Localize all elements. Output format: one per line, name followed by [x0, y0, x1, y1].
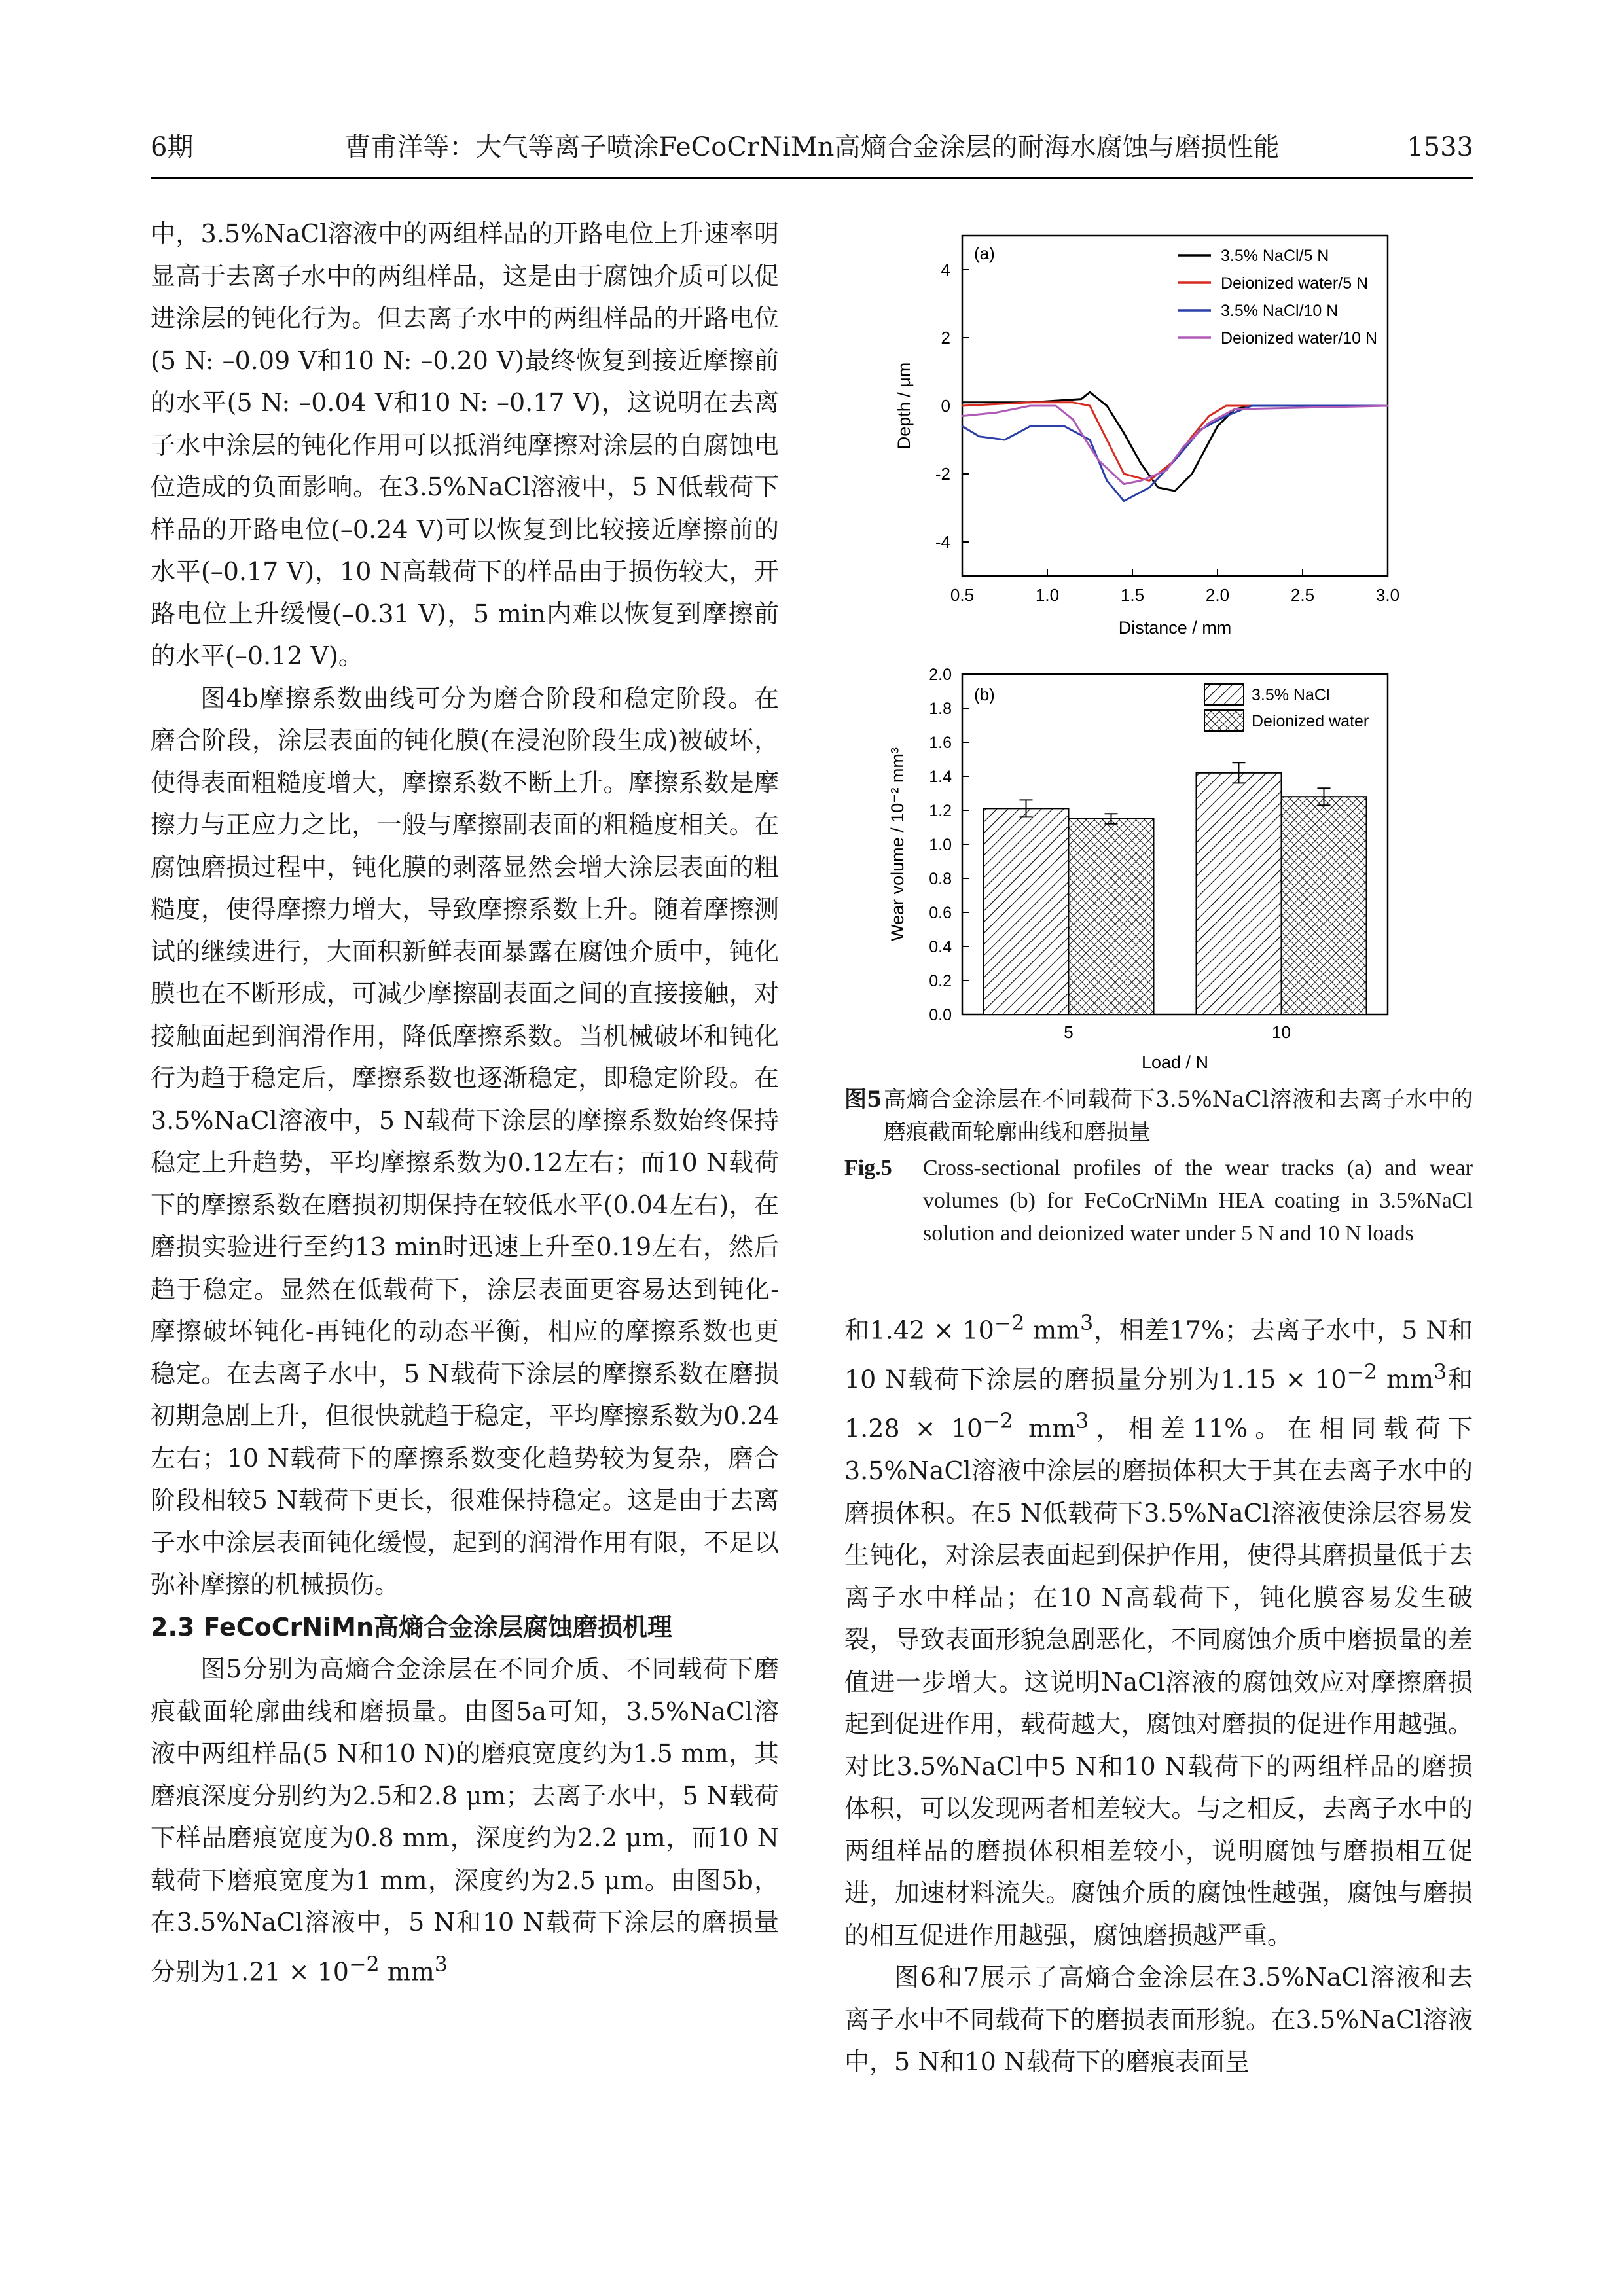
bar: [984, 808, 1069, 1014]
y-axis-label: Wear volume / 10⁻² mm³: [888, 747, 907, 941]
x-tick-label: 2.0: [1205, 585, 1230, 605]
legend-label: Deionized water/5 N: [1221, 274, 1369, 293]
y-tick-label: 0.4: [929, 938, 952, 956]
x-axis-label: Distance / mm: [1118, 618, 1232, 637]
panel-label: (a): [974, 243, 995, 263]
x-tick-label: 1.0: [1035, 585, 1060, 605]
legend-label: 3.5% NaCl: [1252, 686, 1330, 704]
y-tick-label: -2: [935, 464, 950, 484]
panel-label: (b): [974, 685, 995, 704]
x-axis-label: Load / N: [1141, 1052, 1209, 1072]
header-rule: [151, 177, 1473, 179]
paragraph: 中，3.5%NaCl溶液中的两组样品的开路电位上升速率明显高于去离子水中的两组样品，这是由于腐蚀介质可以促进涂层的钝化行为。但去离子水中的两组样品的开路电位(5 N: –0.09 V和10 N: –0.20 V)最终恢复到接近摩擦前的水平(5 N: –0.04 V和10 N: –0.17 V)，这说明在去离子水中涂层的钝化作用可以抵消纯摩擦对涂层的自腐蚀电位造成的负面影响。在3.5%NaCl溶液中，5 N低载荷下样品的开路电位(–0.24 V)可以恢复到比较接近摩擦前的水平(–0.17 V)，10 N高载荷下的样品由于损伤较大，开路电位上升缓慢(–0.31 V)，5 min内难以恢复到摩擦前的水平(–0.12 V)。: [151, 219, 779, 670]
issue-number: 6期: [151, 132, 194, 162]
bar: [1197, 773, 1282, 1014]
x-tick-label: 1.5: [1120, 585, 1145, 605]
y-tick-label: 1.2: [929, 802, 952, 820]
legend-label: Deionized water/10 N: [1221, 329, 1378, 348]
legend-label: 3.5% NaCl/5 N: [1221, 247, 1329, 265]
right-column: [844, 1302, 1473, 2083]
figure-caption-en: [844, 1152, 1473, 1250]
x-tick-label: 10: [1272, 1022, 1291, 1042]
paragraph: 图5分别为高熵合金涂层在不同介质、不同载荷下磨痕截面轮廓曲线和磨损量。由图5a可知，3.5%NaCl溶液中两组样品(5 N和10 N)的磨痕宽度约为1.5 mm，其磨痕深度分别约为2.5和2.8 μm；去离子水中，5 N载荷下样品磨痕宽度为0.8 mm，深度约为2.2 μm，而10 N载荷下磨痕宽度为1 mm，深度约为2.5 μm。由图5b，在3.5%NaCl溶液中，5 N和10 N载荷下涂层的磨损量分别为$1.21 \times 10^{-2}$ $mm^3$: [151, 1655, 779, 1986]
paragraph: 图4b摩擦系数曲线可分为磨合阶段和稳定阶段。在磨合阶段，涂层表面的钝化膜(在浸泡阶段生成)被破坏，使得表面粗糙度增大，摩擦系数不断上升。摩擦系数是摩擦力与正应力之比，一般与摩擦副表面的粗糙度相关。在腐蚀磨损过程中，钝化膜的剥落显然会增大涂层表面的粗糙度，使得摩擦力增大，导致摩擦系数上升。随着摩擦测试的继续进行，大面积新鲜表面暴露在腐蚀介质中，钝化膜也在不断形成，可减少摩擦副表面之间的直接接触，对接触面起到润滑作用，降低摩擦系数。当机械破坏和钝化行为趋于稳定后，摩擦系数也逐渐稳定，即稳定阶段。在3.5%NaCl溶液中，5 N载荷下涂层的摩擦系数始终保持稳定上升趋势，平均摩擦系数为0.12左右；而10 N载荷下的摩擦系数在磨损初期保持在较低水平(0.04左右)，在磨损实验进行至约13 min时迅速上升至0.19左右，然后趋于稳定。显然在低载荷下，涂层表面更容易达到钝化-摩擦破坏钝化-再钝化的动态平衡，相应的摩擦系数也更稳定。在去离子水中，5 N载荷下涂层的摩擦系数在磨损初期急剧上升，但很快就趋于稳定，平均摩擦系数为0.24左右；10 N载荷下的摩擦系数变化趋势较为复杂，磨合阶段相较5 N载荷下更长，很难保持稳定。这是由于去离子水中涂层表面钝化缓慢，起到的润滑作用有限，不足以弥补摩擦的机械损伤。: [151, 683, 779, 1599]
y-tick-label: 0.8: [929, 870, 952, 888]
section-title: 2.3 FeCoCrNiMn高熵合金涂层腐蚀磨损机理: [151, 1612, 673, 1641]
bar: [1282, 797, 1367, 1014]
y-tick-label: 0.6: [929, 904, 952, 922]
legend-swatch: [1204, 710, 1244, 731]
running-title: 曹甫洋等：大气等离子喷涂FeCoCrNiMn高熵合金涂层的耐海水腐蚀与磨损性能: [344, 132, 1280, 162]
y-tick-label: 1.4: [929, 768, 952, 786]
y-tick-label: 0.0: [929, 1006, 952, 1024]
series-line: [962, 406, 1388, 484]
series-line: [962, 403, 1388, 481]
caption-text: 高熵合金涂层在不同载荷下3.5%NaCl溶液和去离子水中的磨痕截面轮廓曲线和磨损量: [884, 1086, 1473, 1145]
wear-volume-chart: [844, 661, 1473, 1073]
x-tick-label: 3.0: [1375, 585, 1400, 605]
y-tick-label: -4: [935, 532, 950, 552]
bar: [1069, 819, 1154, 1014]
paragraph: 和$1.42 \times 10^{-2}$ $mm^3$，相差17%；去离子水中，5 N和10 N载荷下涂层的磨损量分别为$1.15 \times 10^{-2}$ $mm^3$和$1.28 \times 10^{-2}$ $mm^3$，相差11%。在相同载荷下3.5%NaCl溶液中涂层的磨损体积大于其在去离子水中的磨损体积。在5 N低载荷下3.5%NaCl溶液使涂层容易发生钝化，对涂层表面起到保护作用，使得其磨损量低于去离子水中样品；在10 N高载荷下，钝化膜容易发生破裂，导致表面形貌急剧恶化，不同腐蚀介质中磨损量的差值进一步增大。这说明NaCl溶液的腐蚀效应对摩擦磨损起到促进作用，载荷越大，腐蚀对磨损的促进作用越强。对比3.5%NaCl中5 N和10 N载荷下的两组样品的磨损体积，可以发现两者相差较大。与之相反，去离子水中的两组样品的磨损体积相差较小，说明腐蚀与磨损相互促进，加速材料流失。腐蚀介质的腐蚀性越强，腐蚀与磨损的相互促进作用越强，腐蚀磨损越严重。: [844, 1312, 1473, 1950]
y-tick-label: 2.0: [929, 666, 952, 684]
x-tick-label: 5: [1064, 1022, 1074, 1042]
caption-label: 图5: [844, 1086, 882, 1113]
page-number: 1533: [1407, 132, 1473, 162]
legend-swatch: [1204, 684, 1244, 705]
y-tick-label: 2: [941, 328, 950, 348]
figure-5: [844, 216, 1473, 1073]
y-tick-label: 1.6: [929, 734, 952, 752]
figure-caption-cn: [844, 1083, 1473, 1149]
legend-label: 3.5% NaCl/10 N: [1221, 302, 1339, 320]
paragraph: 图6和7展示了高熵合金涂层在3.5%NaCl溶液和去离子水中不同载荷下的磨损表面形貌。在3.5%NaCl溶液中，5 N和10 N载荷下的磨痕表面呈: [844, 1963, 1473, 2077]
x-tick-label: 0.5: [950, 585, 975, 605]
depth-profile-chart: [844, 216, 1473, 661]
y-tick-label: 0.2: [929, 972, 952, 990]
y-tick-label: 1.0: [929, 836, 952, 854]
legend-label: Deionized water: [1252, 712, 1369, 730]
series-line: [962, 406, 1388, 501]
y-tick-label: 1.8: [929, 700, 952, 718]
caption-label: Fig.5: [844, 1156, 892, 1180]
left-column: [151, 213, 779, 1993]
y-tick-label: 4: [941, 260, 950, 279]
y-tick-label: 0: [941, 396, 950, 416]
caption-text: Cross-sectional profiles of the wear tracks (a) and wear volumes (b) for FeCoCrNiMn HEA coating in 3.5%NaCl solution and deionized water under 5 N and 10 N loads: [923, 1156, 1473, 1246]
x-tick-label: 2.5: [1290, 585, 1315, 605]
y-axis-label: Depth / μm: [894, 362, 914, 450]
